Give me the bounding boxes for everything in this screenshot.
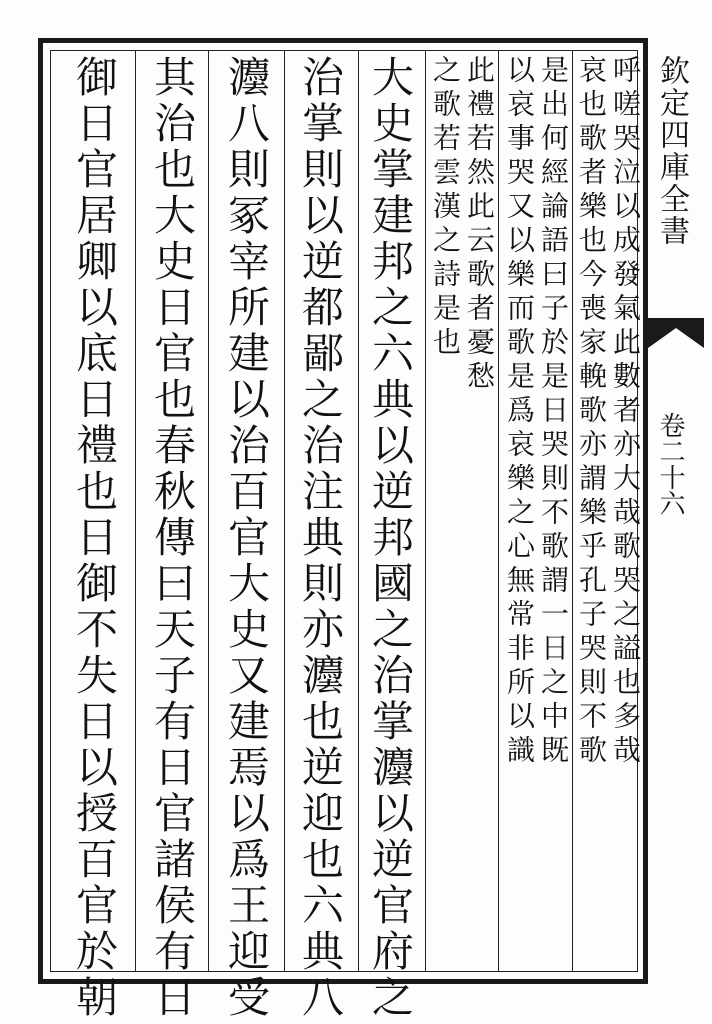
annotation-column: 呼嗟哭泣以成發氣此數者亦大哉歌哭之謚也多哉 [609,55,642,769]
column-rule [208,50,209,972]
annotation-column: 哀也歌者樂也今喪家輓歌亦謂樂乎孔子哭則不歌 [575,55,608,769]
book-title: 欽定四庫全書 [654,55,689,247]
main-text-column: 治掌則以逆都鄙之治注典則亦灋也逆迎也六典八 [296,55,345,1021]
annotation-column: 是出何經論語曰子於是日哭則不歌謂一日之中既 [537,55,570,769]
main-text-column: 大史掌建邦之六典以逆邦國之治掌灋以逆官府之 [366,55,415,1021]
main-text-column: 御日官居卿以底日禮也日御不失日以授百官於朝 [70,55,119,1021]
annotation-column: 之歌若雲漢之詩是也 [429,55,462,361]
column-rule [498,50,499,972]
column-rule [358,50,359,972]
column-rule [284,50,285,972]
column-rule [135,50,136,972]
annotation-column: 此禮若然此云歌者憂愁 [463,55,496,395]
volume-label: 卷二十六 [655,412,685,516]
fish-tail-ornament [648,318,704,348]
annotation-column: 以哀事哭又以樂而歌是爲哀樂之心無常非所以識 [503,55,536,769]
column-rule [425,50,426,972]
main-text-column: 其治也大史日官也春秋傳曰天子有日官諸侯有日 [148,55,197,1021]
main-text-column: 灋八則冢宰所建以治百官大史又建焉以爲王迎受 [222,55,271,1021]
column-rule [572,50,573,972]
